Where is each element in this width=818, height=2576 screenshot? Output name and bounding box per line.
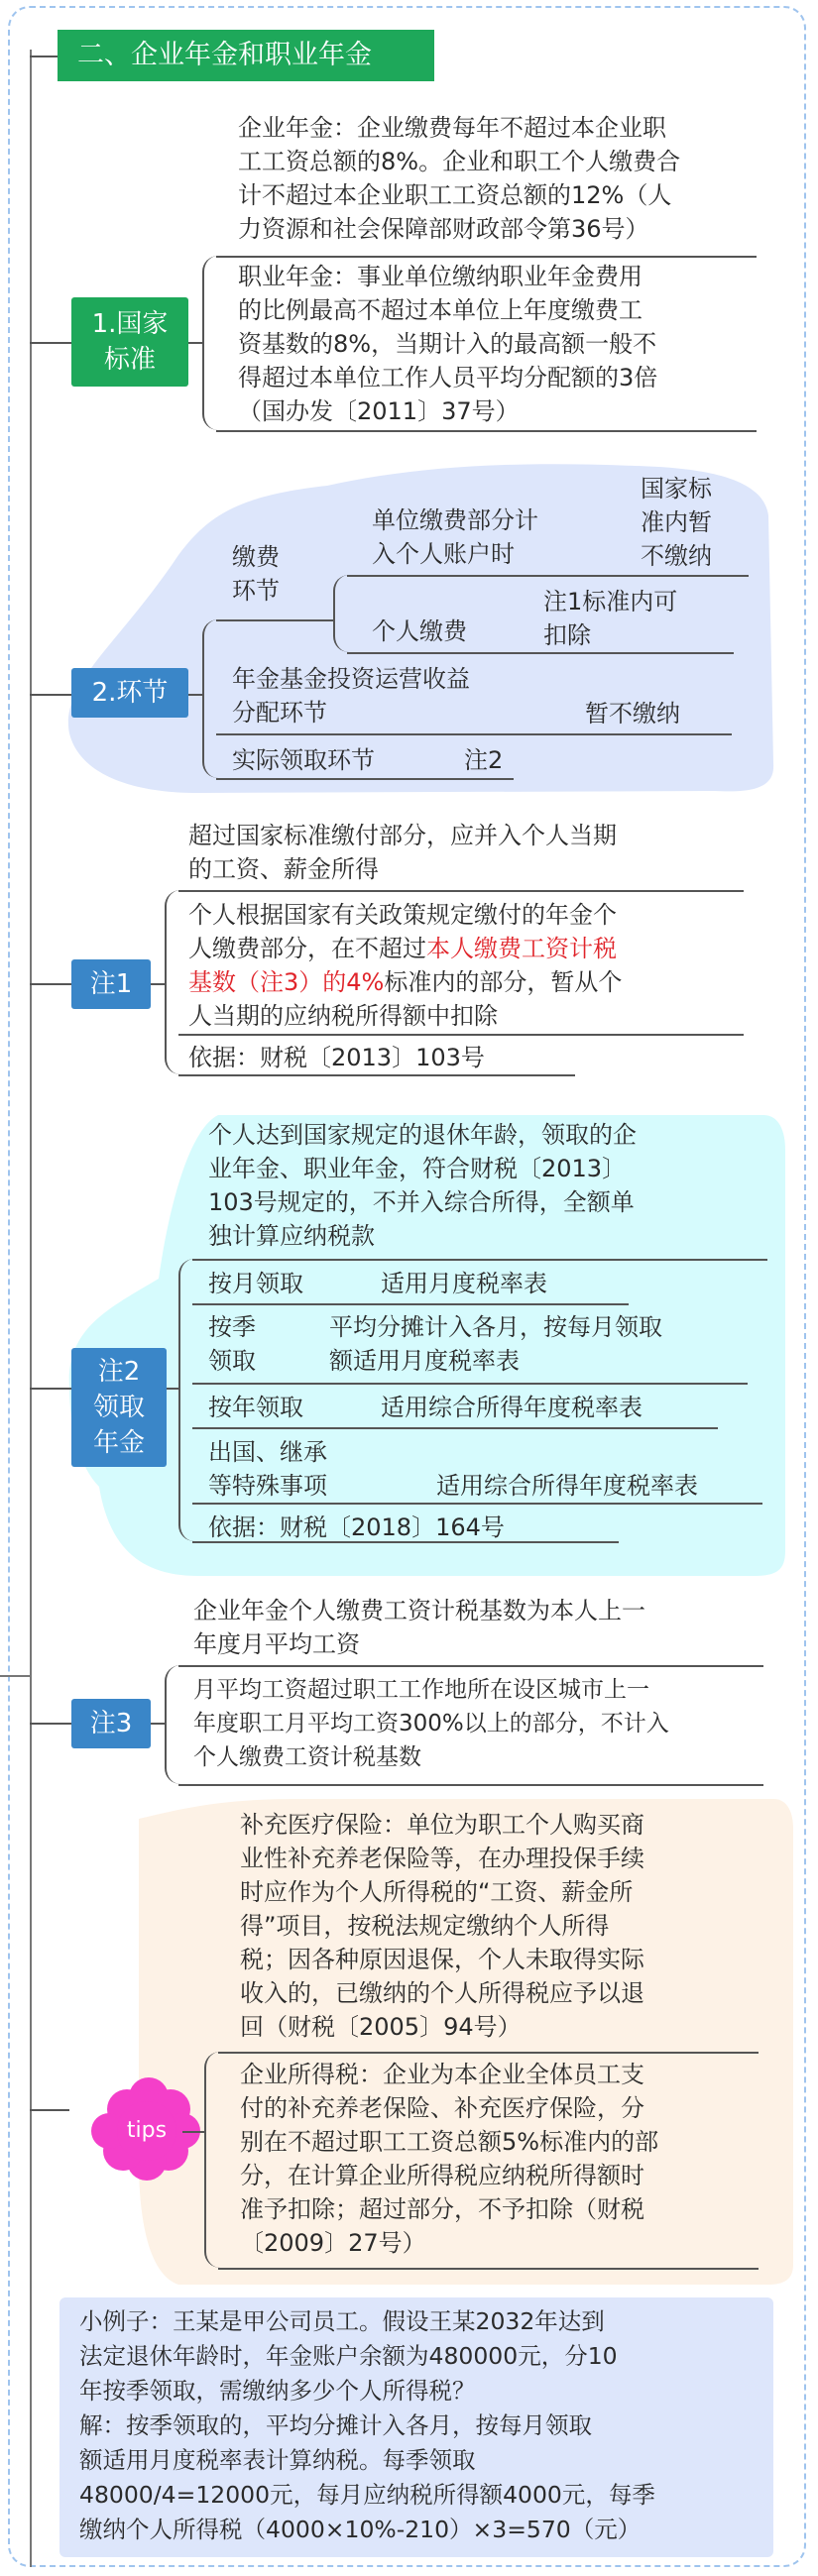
note1-basis: 依据：财税〔2013〕103号 [188,1044,485,1071]
text-line: 个人缴费工资计税基数 [193,1744,421,1770]
label-line: 标准 [103,345,156,375]
label-line: 领取 [92,1393,145,1422]
note1-deduction-text [188,898,622,1033]
text-line: 回（财税〔2005〕94号） [240,2013,522,2041]
connector [30,694,71,696]
text-line: 资基数的8%，当期计入的最高额一般不 [238,330,657,358]
divider [192,1503,762,1505]
text-line: 分配环节 [232,699,327,727]
note1-bracket [165,890,186,1074]
note1-excess-text [188,819,617,886]
investment-stage-result: 暂不缴纳 [585,700,680,728]
text-line: 补充医疗保险：单位为职工个人购买商 [240,1811,644,1839]
note3-bracket [165,1665,186,1784]
text-line: 职业年金：事业单位缴纳职业年金费用 [238,263,643,290]
divider [178,1784,763,1786]
text-line: 年度月平均工资 [193,1630,360,1658]
text-line: 缴费 [232,543,280,571]
divider [216,256,757,258]
text-line: 不缴纳 [641,542,712,570]
personal-payment-result [543,585,677,652]
note2-bracket [178,1259,200,1541]
text-line: 扣除 [543,621,591,649]
section2-bracket [202,619,224,778]
text-line: 超过国家标准缴付部分，应并入个人当期 [188,822,617,849]
text-line: 月平均工资超过职工工作地所在设区城市上一 [193,1677,649,1703]
text-line: 时应作为个人所得税的“工资、薪金所 [240,1878,634,1906]
section1-bracket [202,256,224,430]
payment-bracket [333,575,355,652]
text-line: 力资源和社会保障部财政部令第36号） [238,215,649,243]
connector [30,56,58,57]
text-line: 工工资总额的8%。企业和职工个人缴费合 [238,148,681,175]
text-line: 103号规定的，不并入综合所得，全额单 [208,1188,635,1216]
text-line: 得”项目，按税法规定缴纳个人所得 [240,1912,610,1940]
connector [188,342,204,344]
text-line: 的比例最高不超过本单位上年度缴费工 [238,296,643,324]
divider [178,1665,763,1667]
corporate-annuity-text [238,111,680,246]
divider [178,1034,744,1036]
text-line: 额适用月度税率表 [329,1347,520,1375]
text-line: 付的补充养老保险、补充医疗保险，分 [240,2094,644,2122]
unit-payment-text [372,504,538,571]
text-line: 税；因各种原因退保，个人未取得实际 [240,1946,644,1973]
monthly-rule: 适用月度税率表 [381,1270,547,1297]
connector [167,1388,180,1390]
special-receive [208,1435,327,1503]
corporate-income-tax-text [240,2058,658,2260]
text-line: 准予扣除；超过部分，不予扣除（财税 [240,2195,644,2223]
tips-bracket [204,2052,226,2268]
example-text [79,2304,655,2547]
text-line: 国家标 [641,475,712,503]
text-line: （国办发〔2011〕37号） [238,397,520,425]
text-line: 等特殊事项 [208,1472,327,1500]
payment-stage [232,540,280,608]
note3-excess-text [193,1673,669,1774]
receiving-stage-text: 实际领取环节 [232,746,375,774]
connector [30,1723,71,1725]
text-line: 法定退休年龄时，年金账户余额为480000元，分10 [79,2342,618,2370]
text-line: 业性补充养老保险等，在办理投保手续 [240,1845,644,1872]
note3-base-text [193,1594,645,1661]
note2-basis: 依据：财税〔2018〕164号 [208,1513,505,1541]
section-title: 二、企业年金和职业年金 [58,30,434,81]
divider [216,733,732,735]
note3-label: 注3 [71,1699,151,1748]
highlight-text: 本人缴费工资计税 [426,935,617,962]
text-line: 标准内的部分，暂从个 [384,968,623,996]
note2-label [71,1348,167,1467]
divider [192,1259,767,1261]
text-line: 企业年金个人缴费工资计税基数为本人上一 [193,1597,645,1624]
yearly-receive: 按年领取 [208,1394,303,1421]
highlight-text: 基数（注3）的4% [188,968,385,996]
text-line: 年度职工月平均工资300%以上的部分，不计入 [193,1711,669,1736]
note1-label: 注1 [71,959,151,1009]
text-line: 别在不超过职工工资总额5%标准内的部 [240,2128,659,2156]
text-line: 年金基金投资运营收益 [232,665,470,693]
receiving-stage-result: 注2 [464,746,504,774]
text-line: 按季 [208,1313,256,1341]
text-line: 分，在计算企业所得税应纳税所得额时 [240,2162,644,2189]
label-line: 1.国家 [91,309,169,339]
text-line: 解：按季领取的，平均分摊计入各月，按每月领取 [79,2411,592,2439]
personal-payment-text: 个人缴费 [372,617,467,645]
divider [192,1303,629,1305]
quarterly-receive [208,1310,256,1378]
divider [218,2052,759,2054]
unit-payment-result [641,472,712,573]
main-trunk-line [30,50,32,2567]
text-line: 的工资、薪金所得 [188,855,379,883]
text-line: 收入的，已缴纳的个人所得税应予以退 [240,1979,644,2007]
investment-stage-text [232,662,470,729]
text-line: 企业年金：企业缴费每年不超过本企业职 [238,114,666,142]
label-line: 年金 [92,1428,145,1458]
note2-intro-text [208,1118,637,1253]
divider [218,2268,759,2270]
text-line: 独计算应纳税款 [208,1222,375,1250]
divider [347,575,749,577]
text-line: 48000/4=12000元，每月应纳税所得额4000元，每季 [79,2481,655,2509]
special-rule: 适用综合所得年度税率表 [436,1472,698,1500]
divider [192,1383,748,1385]
yearly-rule: 适用综合所得年度税率表 [381,1394,643,1421]
divider [347,652,734,654]
text-line: 个人达到国家规定的退休年龄，领取的企 [208,1121,637,1149]
label-line: 注2 [97,1357,141,1387]
text-line: 年按季领取，需缴纳多少个人所得税？ [79,2377,476,2405]
text-line: 注1标准内可 [543,588,678,616]
connector [30,2109,69,2111]
connector [30,983,71,985]
connector [188,694,204,696]
quarterly-rule [329,1310,662,1378]
connector [30,1388,71,1390]
connector [30,342,71,344]
trunk-stub [0,1675,30,1677]
occupational-annuity-text [238,260,657,428]
stages-label: 2.环节 [71,668,188,718]
divider [178,1074,575,1076]
tips-label: tips [126,2118,168,2143]
text-line: 企业所得税：企业为本企业全体员工支 [240,2061,644,2088]
divider [192,1427,718,1429]
text-line: 额适用月度税率表计算纳税。每季领取 [79,2446,476,2474]
divider [216,619,335,621]
text-line: 人缴费部分，在不超过 [188,935,426,962]
text-line: 缴纳个人所得税（4000×10%-210）×3=570（元） [79,2516,642,2543]
divider [178,890,744,892]
text-line: 人当期的应纳税所得额中扣除 [188,1002,498,1030]
text-line: 出国、继承 [208,1438,327,1466]
text-line: 平均分摊计入各月，按每月领取 [329,1313,662,1341]
connector [151,983,167,985]
text-line: 准内暂 [641,508,712,536]
text-line: 入个人账户时 [372,540,515,568]
text-line: 计不超过本企业职工工资总额的12%（人 [238,181,672,209]
national-standard-label [71,297,188,387]
text-line: 小例子：王某是甲公司员工。假设王某2032年达到 [79,2307,605,2335]
divider [216,430,757,432]
text-line: 单位缴费部分计 [372,506,538,534]
connector [182,2131,206,2133]
monthly-receive: 按月领取 [208,1270,303,1297]
connector [151,1723,167,1725]
text-line: 业年金、职业年金，符合财税〔2013〕 [208,1155,627,1182]
text-line: 个人根据国家有关政策规定缴付的年金个 [188,901,617,929]
text-line: 〔2009〕27号） [240,2229,426,2257]
text-line: 环节 [232,577,280,605]
text-line: 得超过本单位工作人员平均分配额的3倍 [238,364,658,392]
supplementary-medical-text [240,1808,644,2044]
divider [216,778,514,780]
text-line: 领取 [208,1347,256,1375]
